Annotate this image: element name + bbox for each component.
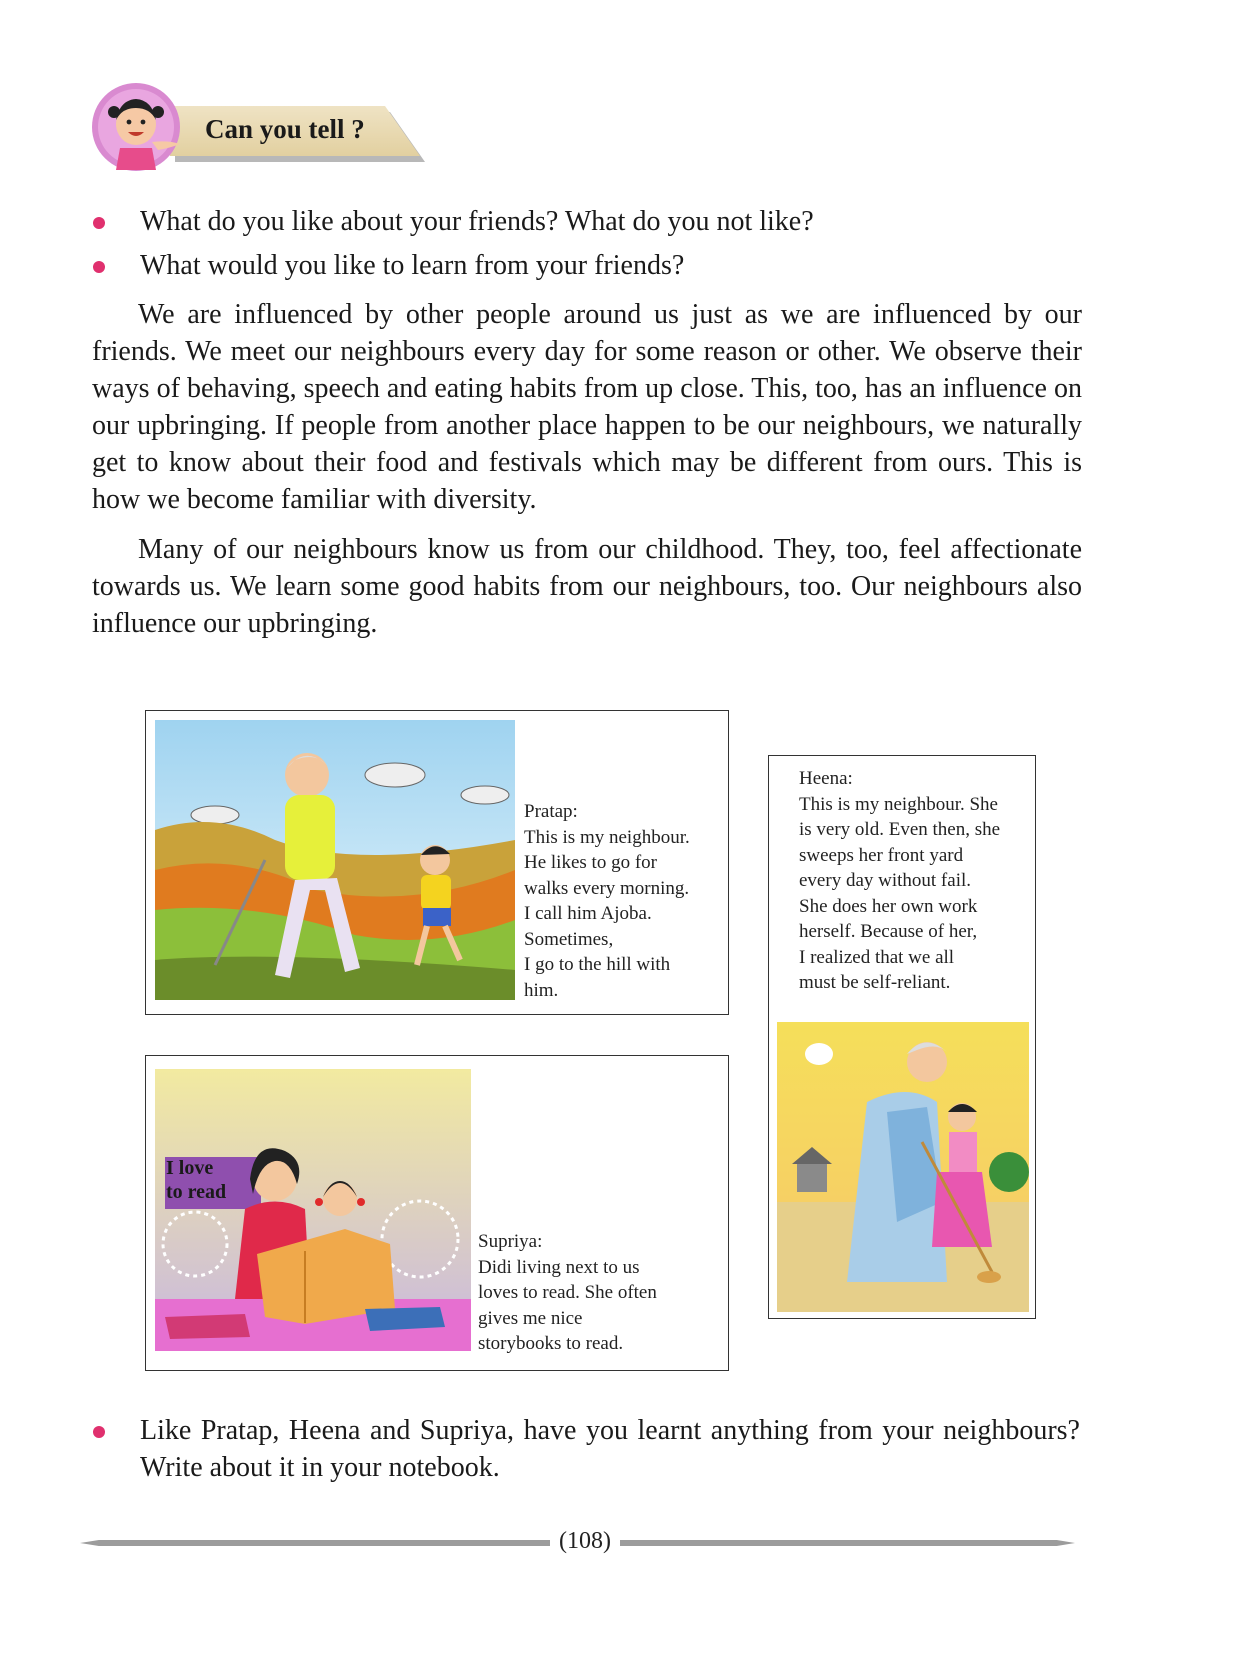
caption-line: every day without fail. <box>799 870 972 891</box>
speaker-name: Pratap: <box>524 801 578 822</box>
question-list <box>90 200 1080 288</box>
caption-line: He likes to go for <box>524 852 657 873</box>
sign-line: to read <box>166 1181 227 1203</box>
pratap-caption <box>524 799 690 1003</box>
page-footer <box>80 1528 1080 1558</box>
caption-line: herself. Because of her, <box>799 921 978 942</box>
question-text: What would you like to learn from your friends? <box>140 250 685 281</box>
pratap-panel <box>145 710 729 1015</box>
question-text: Like Pratap, Heena and Supriya, have you learnt anything from your neighbours? Write about it in your notebook. <box>140 1415 1080 1483</box>
caption-line: This is my neighbour. She <box>799 793 998 815</box>
sign-line: I love <box>166 1157 214 1179</box>
caption-line: loves to read. She often <box>478 1282 657 1303</box>
section-header <box>90 82 425 172</box>
closing-question-block <box>90 1412 1080 1486</box>
heena-caption <box>799 766 1000 996</box>
supriya-caption <box>478 1229 657 1357</box>
speaker-name: Supriya: <box>478 1231 543 1252</box>
caption-line: walks every morning. <box>524 877 690 899</box>
heena-panel <box>768 755 1036 1319</box>
caption-line: Sometimes, <box>524 928 614 950</box>
speaker-name: Heena: <box>799 768 853 789</box>
caption-line: She does her own work <box>799 895 978 917</box>
grandfather-walk-illustration <box>155 720 515 1000</box>
section-title: Can you tell ? <box>205 114 365 144</box>
footer-rule-right <box>620 1540 1075 1546</box>
caption-line: Didi living next to us <box>478 1256 640 1278</box>
reading-together-illustration <box>155 1069 471 1351</box>
grandmother-sweeping-illustration <box>777 1022 1029 1312</box>
page-number: (108) <box>559 1528 611 1554</box>
bullet-icon <box>93 1426 105 1438</box>
bullet-icon <box>93 261 105 273</box>
caption-line: I realized that we all <box>799 946 955 968</box>
caption-line: This is my neighbour. <box>524 826 690 848</box>
caption-line: is very old. Even then, she <box>799 819 1001 840</box>
caption-line: gives me nice <box>478 1307 583 1329</box>
caption-line: I go to the hill with <box>524 954 671 975</box>
supriya-panel <box>145 1055 729 1371</box>
list-item <box>90 244 1080 288</box>
caption-line: I call him Ajoba. <box>524 903 652 924</box>
list-item <box>90 200 1080 244</box>
list-item <box>90 1412 1080 1486</box>
caption-line: must be self-reliant. <box>799 972 951 993</box>
paragraph: Many of our neighbours know us from our childhood. They, too, feel affectionate towards us. We learn some good habits from our neighbours, too. Our neighbours also influence our upbringing. <box>92 534 1082 639</box>
caption-line: storybooks to read. <box>478 1333 624 1354</box>
bullet-icon <box>93 217 105 229</box>
footer-rule-left <box>80 1540 550 1546</box>
question-text: What do you like about your friends? What do you not like? <box>140 206 814 237</box>
caption-line: sweeps her front yard <box>799 844 964 866</box>
paragraph: We are influenced by other people around us just as we are influenced by our friends. We meet our neighbours every day for some reason or other. We observe their ways of behaving, speech and eating habits from up close. This, too, has an influence on our upbringing. If people from another place happen to be our neighbours, we naturally get to know about their food and festivals which may be different from ours. This is how we become familiar with diversity. <box>92 299 1082 515</box>
caption-line: him. <box>524 979 559 1001</box>
book-sign <box>166 1156 226 1204</box>
girl-mascot-icon <box>90 82 190 172</box>
